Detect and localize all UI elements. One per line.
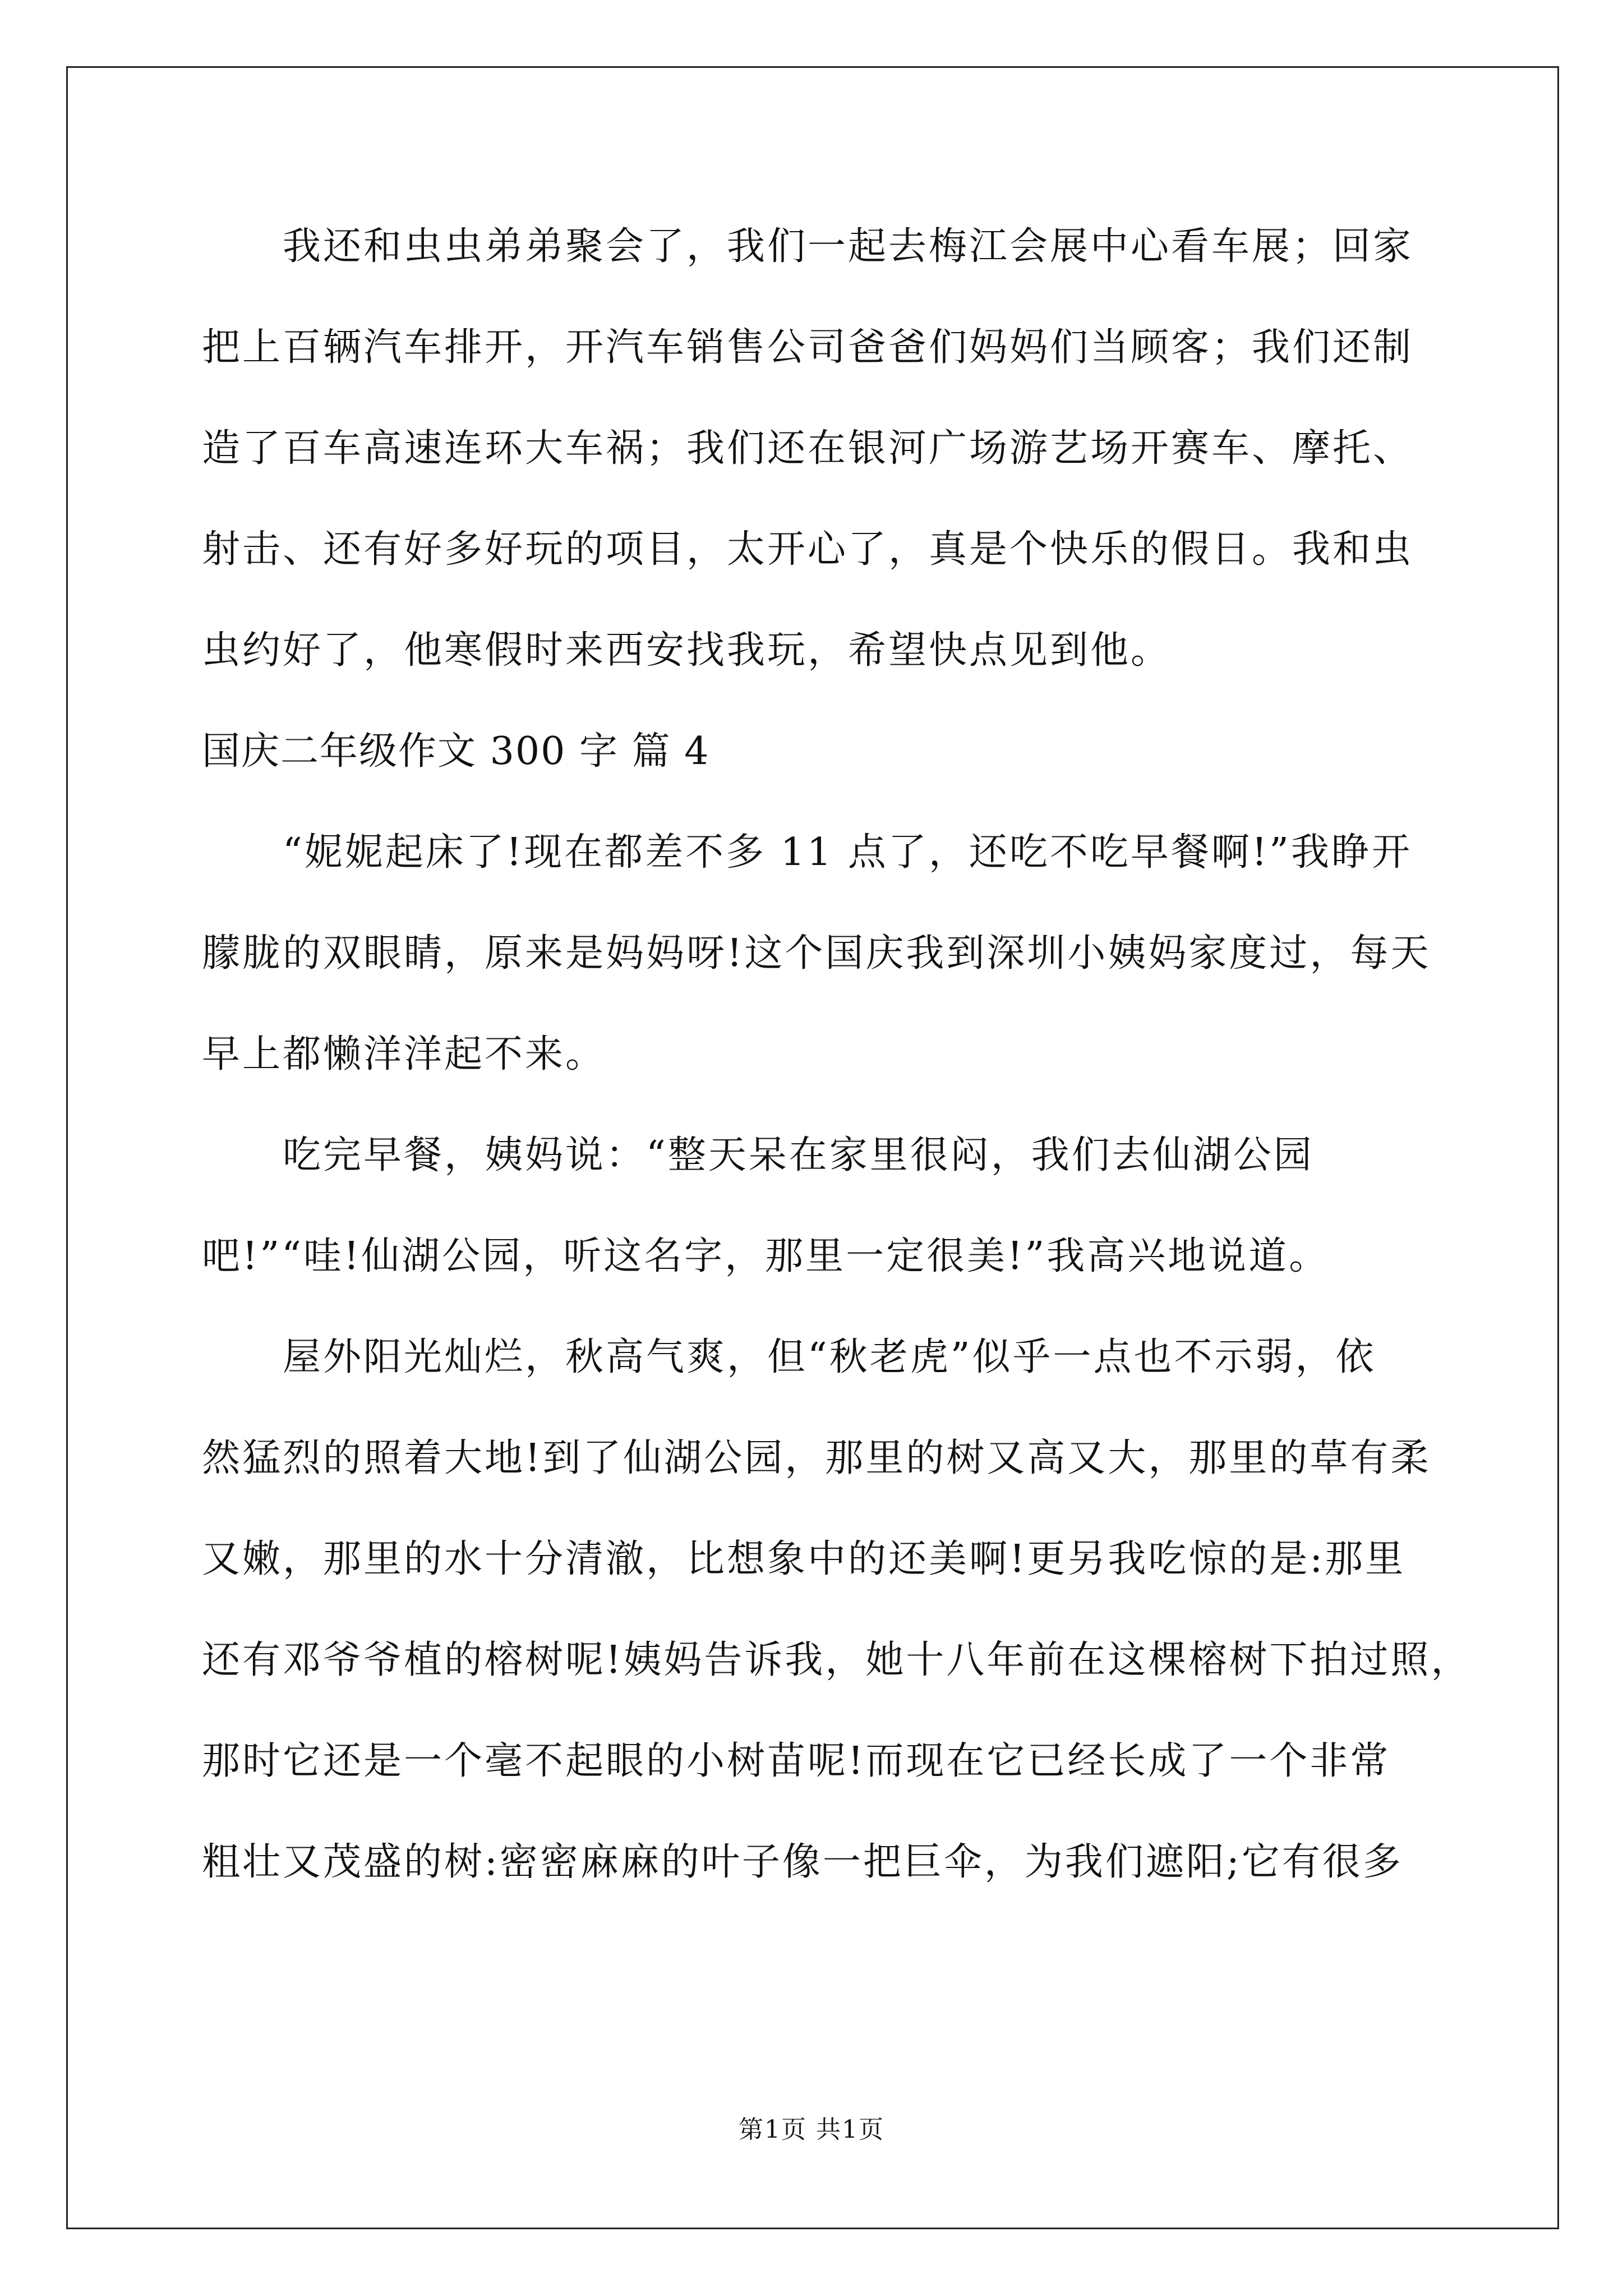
text-line-9: 早上都懒洋洋起不来。 <box>202 1032 606 1076</box>
text-line-1: 我还和虫虫弟弟聚会了，我们一起去梅江会展中心看车展；回家 <box>283 224 1414 269</box>
page-footer: 第1页 共1页 <box>739 2115 884 2144</box>
text-line-4: 射击、还有好多好玩的项目，太开心了，真是个快乐的假日。我和虫 <box>202 527 1414 572</box>
text-line-8: 朦胧的双眼睛，原来是妈妈呀!这个国庆我到深圳小姨妈家度过，每天 <box>202 931 1431 976</box>
text-line-11: 吧!”“哇!仙湖公园，听这名字，那里一定很美!”我高兴地说道。 <box>202 1234 1330 1278</box>
text-line-5: 虫约好了，他寒假时来西安找我玩，希望快点见到他。 <box>202 628 1172 673</box>
text-line-10: 吃完早餐，姨妈说：“整天呆在家里很闷，我们去仙湖公园 <box>283 1133 1314 1177</box>
text-line-12: 屋外阳光灿烂，秋高气爽，但“秋老虎”似乎一点也不示弱，依 <box>283 1335 1376 1379</box>
text-line-17: 粗壮又茂盛的树:密密麻麻的叶子像一把巨伞，为我们遮阳;它有很多 <box>202 1840 1403 1884</box>
text-line-15: 还有邓爷爷植的榕树呢!姨妈告诉我，她十八年前在这棵榕树下拍过照， <box>202 1638 1472 1682</box>
text-line-7: “妮妮起床了!现在都差不多 11 点了，还吃不吃早餐啊!”我睁开 <box>283 830 1412 875</box>
text-line-16: 那时它还是一个毫不起眼的小树苗呢!而现在它已经长成了一个非常 <box>202 1739 1391 1783</box>
document-body <box>202 196 1472 1913</box>
text-line-14: 又嫩，那里的水十分清澈，比想象中的还美啊!更另我吃惊的是:那里 <box>202 1537 1406 1581</box>
text-line-3: 造了百车高速连环大车祸；我们还在银河广场游艺场开赛车、摩托、 <box>202 426 1414 471</box>
section-heading: 国庆二年级作文 300 字 篇 4 <box>202 729 710 774</box>
text-line-2: 把上百辆汽车排开，开汽车销售公司爸爸们妈妈们当顾客；我们还制 <box>202 325 1414 370</box>
text-line-13: 然猛烈的照着大地!到了仙湖公园，那里的树又高又大，那里的草有柔 <box>202 1436 1431 1480</box>
